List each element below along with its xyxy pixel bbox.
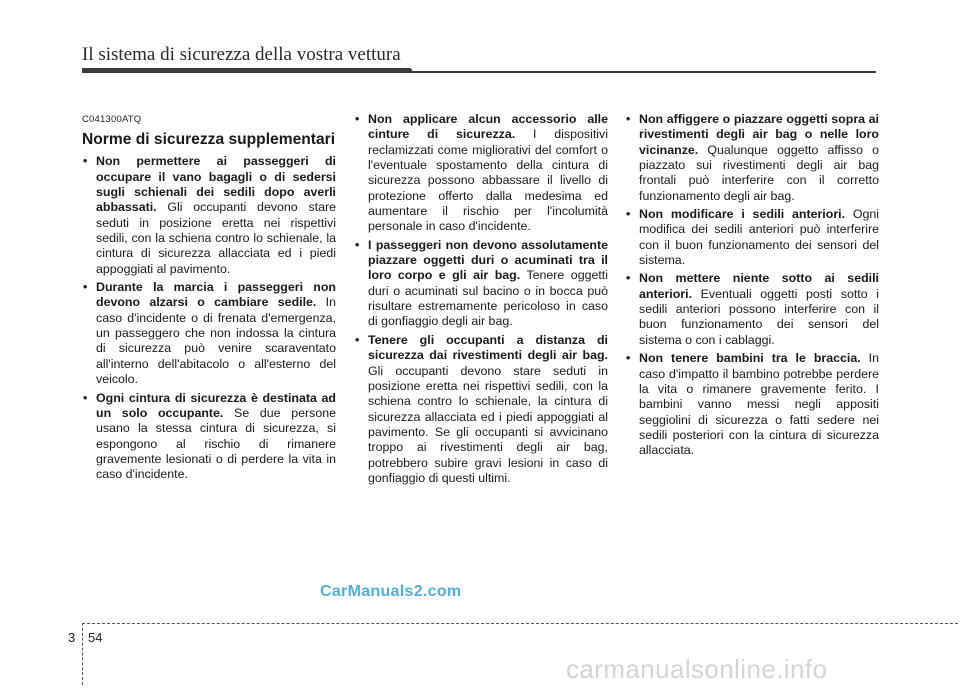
list-item-text: Tenere oggetti duri o acuminati sul bacino o in bocca può risultare estremamente pericoloso in caso di gonfiaggio degli air bag.: [368, 268, 609, 329]
watermark-carmanualsonline[interactable]: carmanualsonline.info: [566, 654, 828, 684]
list-item-text: Eventuali oggetti posti sotto i sedili anteriori possono interferire con il buon funzionamento dei sensori del sistema o con i cablaggi.: [639, 286, 879, 347]
bullet-icon: •: [355, 237, 360, 252]
bullet-icon: •: [626, 207, 631, 222]
list-item: [625, 207, 879, 268]
list-item: [82, 391, 336, 483]
list-item-text: Se due persone usano la stessa cintura di sicurezza, si espongono al rischio di rimanere gravemente lesionati o di perdere la vita in caso d'incidente.: [96, 405, 337, 482]
footer-dashed-divider: [82, 623, 83, 685]
list-item: [354, 238, 608, 330]
list-item-bold: Non modificare i sedili anteriori.: [639, 207, 846, 222]
bullet-icon: •: [83, 280, 88, 295]
column-3: [625, 112, 879, 462]
list-item: [82, 280, 336, 387]
header-rule-thin: [82, 71, 876, 73]
list-item: [625, 351, 879, 458]
list-item-text: I dispositivi reclamizzati come migliorativi del comfort o l'eventuale spostamento della cintura di sicurezza possono abbassare il livello di protezione offerto dalla medesima ed aumentare il rischio per l'incolumità personale in caso d'incidente.: [368, 127, 609, 234]
list-item-bold: Non tenere bambini tra le braccia.: [639, 351, 861, 366]
list-item-bold: Non permettere ai passeggeri di occupare il vano bagagli o di sedersi sugli schienali dei sedili dopo averli abbassati.: [96, 154, 336, 215]
list-item-text: Qualunque oggetto affisso o piazzato sui rivestimenti degli air bag frontali può interferire con il corretto funzionamento degli air bag.: [639, 142, 879, 203]
bullet-icon: •: [355, 332, 360, 347]
bullet-list-col1: [82, 154, 336, 482]
bullet-icon: •: [626, 112, 631, 126]
bullet-list-col2: [354, 112, 608, 486]
list-item-bold: I passeggeri non devono assolutamente piazzare oggetti duri o acuminati tra il loro corpo e gli air bag.: [368, 237, 608, 283]
list-item-bold: Ogni cintura di sicurezza è destinata ad un solo occupante.: [96, 390, 336, 420]
footer-dashed-rule: [82, 623, 958, 624]
list-item: [82, 154, 336, 277]
bullet-icon: •: [626, 351, 631, 366]
bullet-icon: •: [626, 271, 631, 286]
list-item: [354, 112, 608, 235]
list-item-bold: Durante la marcia i passeggeri non devono alzarsi o cambiare sedile.: [96, 280, 336, 310]
column-2: [354, 112, 608, 489]
chapter-number: 3: [68, 630, 76, 645]
list-item-text: Gli occupanti devono stare seduti in posizione eretta nei rispettivi sedili, con la schiena contro lo schienale, la cintura di sicurezza allacciata ed i piedi appoggiati al pavimento.: [96, 200, 336, 276]
page-number: 54: [88, 630, 103, 645]
list-item: [625, 112, 879, 204]
bullet-icon: •: [83, 390, 88, 405]
bullet-icon: •: [83, 154, 88, 169]
list-item-text: Ogni modifica dei sedili anteriori può interferire con il buon funzionamento dei sensori del sistema.: [639, 207, 879, 268]
bullet-list-col3: [625, 112, 879, 459]
list-item-bold: Non applicare alcun accessorio alle cinture di sicurezza.: [368, 112, 608, 142]
watermark-carmanuals2[interactable]: CarManuals2.com: [320, 583, 462, 600]
column-1: [82, 112, 336, 486]
list-item-text: Gli occupanti devono stare seduti in posizione eretta nei rispettivi sedili, con la schiena contro lo schienale, la cintura di sicurezza allacciata ed i piedi appoggiati al pavimento. Se gli occupanti si avvicinano troppo ai rivestimenti degli air bag, potrebbero subire gravi lesioni in caso di gonfiaggio di questi ultimi.: [368, 363, 608, 485]
list-item-bold: Non mettere niente sotto ai sedili anteriori.: [639, 271, 879, 301]
bullet-icon: •: [355, 112, 360, 126]
list-item-bold: Tenere gli occupanti a distanza di sicurezza dai rivestimenti degli air bag.: [368, 332, 608, 363]
list-item-bold: Non affiggere o piazzare oggetti sopra ai rivestimenti degli air bag o nelle loro vicinanze.: [639, 112, 879, 157]
section-title: Norme di sicurezza supplementari: [82, 131, 336, 149]
list-item-text: In caso d'incidente o di frenata d'emergenza, un passeggero che non indossa la cintura di sicurezza può venire scaraventato all'interno dell'abitacolo o all'esterno del veicolo.: [96, 295, 336, 387]
list-item-text: In caso d'impatto il bambino potrebbe perdere la vita o rimanere gravemente ferito. I bambini vanno messi negli appositi seggiolini di sicurezza o fatti sedere nei sedili posteriori con la cintura di sicurezza allacciata.: [639, 351, 879, 458]
section-code: C041300ATQ: [82, 114, 142, 125]
list-item: [625, 271, 879, 348]
page-header-title: Il sistema di sicurezza della vostra vettura: [82, 44, 401, 65]
list-item: [354, 333, 608, 486]
